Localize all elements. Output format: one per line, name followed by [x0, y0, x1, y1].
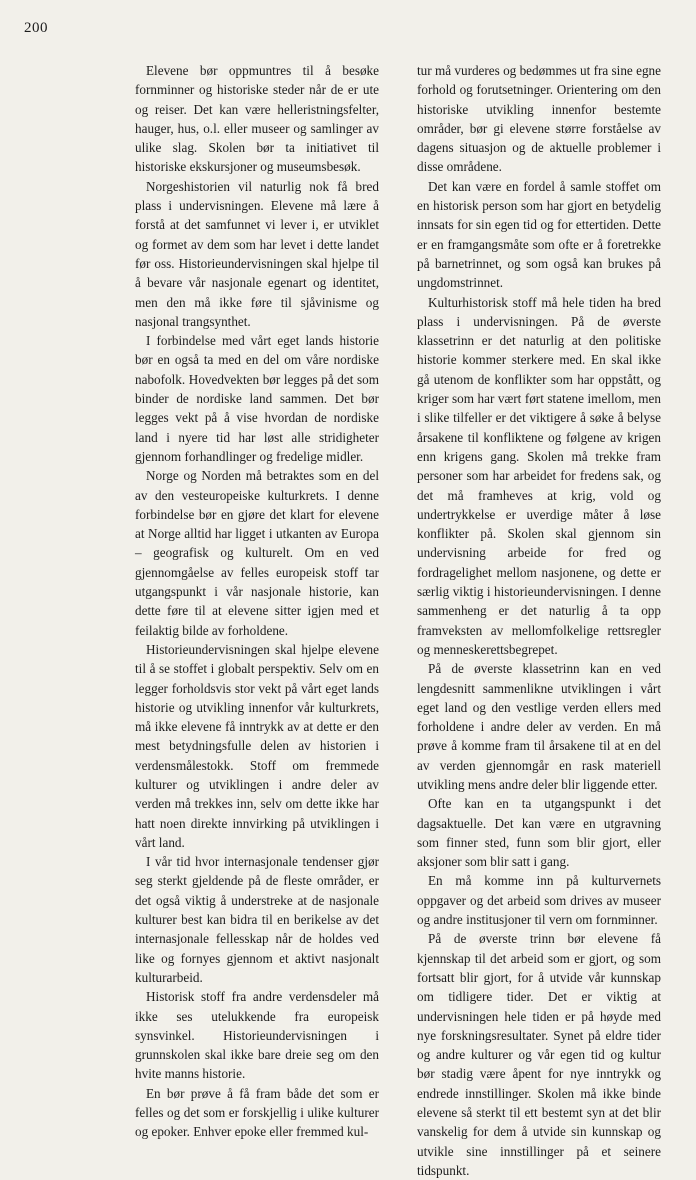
paragraph: Historieundervisningen skal hjelpe elevene til å se stoffet i globalt perspektiv. Selv om en legger forholdsvis stor vekt på vårt eget lands historie og utvikling innenfor vår kulturkrets, må ikke elevene få inntrykk av at dette er den mest betydningsfulle delen av historien i verdensmålestokk. Stoff om fremmede kulturer og utviklingen i andre deler av verden må trekkes inn, selv om dette ikke har hatt noen direkte innvirking på utviklingen i vårt land.: [135, 641, 379, 850]
left-column: [135, 61, 379, 1142]
paragraph: Norge og Norden må betraktes som en del av den vesteuropeiske kulturkrets. I denne forbindelse bør en gjøre det klart for elevene at Norge alltid har ligget i utkanten av Europa – geografisk og kulturelt. Om en ved gjennomgåelse av felles europeisk stoff tar utgangspunkt i vår nasjonale historie, kan dette føre til at elevene sitter igjen med et feilaktig bilde av forholdene.: [135, 468, 379, 638]
paragraph: Historisk stoff fra andre verdensdeler må ikke ses utelukkende fra europeisk synsvinkel. Historieundervisningen i grunnskolen skal ikke bare dreie seg om den hvite manns historie.: [135, 989, 379, 1082]
paragraph: På de øverste klassetrinn kan en ved lengdesnitt sammenlikne utviklingen i vårt eget land og den vestlige verden ellers med forholdene i andre deler av verden. En må prøve å komme fram til årsakene til at en del av verden gjennomgår en rask materiell utvikling mens andre deler blir liggende etter.: [417, 661, 661, 792]
paragraph-continuation: tur må vurderes og bedømmes ut fra sine egne forhold og forutsetninger. Orientering om den historiske utvikling innenfor bestemte områder, bør gi elevene større forståelse av dagens situasjon og de aktuelle problemer i disse områdene.: [417, 63, 661, 175]
right-column: [417, 61, 661, 1180]
paragraph: En bør prøve å få fram både det som er felles og det som er forskjellig i ulike kulturer og epoker. Enhver epoke eller fremmed kul-: [135, 1085, 379, 1140]
paragraph: Kulturhistorisk stoff må hele tiden ha bred plass i undervisningen. På de øverste klassetrinn er det naturlig at den politiske historie kommer sterkere med. En skal ikke gå utenom de konflikter som har oppstått, og kriger som har vært ført statene imellom, men i slike tilfeller er det viktigere å søke å belyse årsakene til konfliktene og følgene av krigen enn krigens gang. Skolen må trekke fram personer som har arbeidet for fredens sak, og det må framheves at krig, vold og undertrykkelse er uverdige måter å løse konflikter på. Skolen skal gjennom sin undervisning arbeide for fred og fordragelighet mellom nasjonene, og dette er særlig viktig i historieundervisningen. I denne sammenheng er det naturlig å ta opp framveksten av mellomfolkelige rettsregler og menneskerettsbegrepet.: [417, 294, 661, 657]
paragraph: I forbindelse med vårt eget lands historie bør en også ta med en del om våre nordiske nabofolk. Hovedvekten bør legges på det som binder de nordiske land sammen. Det bør legges vekt på å vise hvordan de nordiske land i nyere tid har løst alle stridigheter gjennom forhandlinger og fredelige midler.: [135, 333, 379, 464]
page-number: 200: [24, 20, 48, 36]
paragraph: En må komme inn på kulturvernets oppgaver og det arbeid som drives av museer og andre institusjoner til vern om fornminner.: [417, 873, 661, 928]
paragraph: På de øverste trinn bør elevene få kjennskap til det arbeid som er gjort, og som fortsatt blir gjort, for å utvide vår kunnskap om tidligere tider. Det er viktig at undervisningen hele tiden er på høyde med nye forskningsresultater. Synet på eldre tider og andre kulturer og vår egen tid og kultur bør stadig være åpent for nye inntrykk og endrede innstillinger. Skolen må ikke binde elevene så sterkt til ett bestemt syn at det blir vanskelig for dem å utvide sin kunnskap og utvikle sine innstillinger på et seinere tidspunkt.: [417, 931, 661, 1178]
paragraph: Elevene bør oppmuntres til å besøke fornminner og historiske steder når de er ute og reiser. Det kan være helleristningsfelter, hauger, hus, o.l. eller museer og samlinger av ulike slag. Skolen bør ta initiativet til historiske ekskursjoner og museumsbesøk.: [135, 63, 379, 175]
paragraph: Det kan være en fordel å samle stoffet om en historisk person som har gjort en betydelig innsats for sin egen tid og for ettertiden. Dette er en framgangsmåte som ofte er å foretrekke på barnetrinnet, og som også kan brukes på ungdomstrinnet.: [417, 178, 661, 291]
paragraph: Norgeshistorien vil naturlig nok få bred plass i undervisningen. Elevene må lære å forstå at det samfunnet vi lever i, er utviklet og formet av dem som har levet i dette landet før oss. Historieundervisningen skal hjelpe til å bevare vår nasjonale egenart og identitet, men den må ikke føre til sjåvinisme og nasjonal trangsynthet.: [135, 178, 379, 329]
paragraph: I vår tid hvor internasjonale tendenser gjør seg sterkt gjeldende på de fleste områder, er det også viktig å understreke at de nasjonale kulturer best kan bidra til en berikelse av det internasjonale fellesskap når de holdes ved like og fornyes gjennom et aktivt nasjonalt kulturarbeid.: [135, 854, 379, 985]
paragraph: Ofte kan en ta utgangspunkt i det dagsaktuelle. Det kan være en utgravning som finner sted, funn som blir gjort, eller aksjoner som blir satt i gang.: [417, 796, 661, 870]
